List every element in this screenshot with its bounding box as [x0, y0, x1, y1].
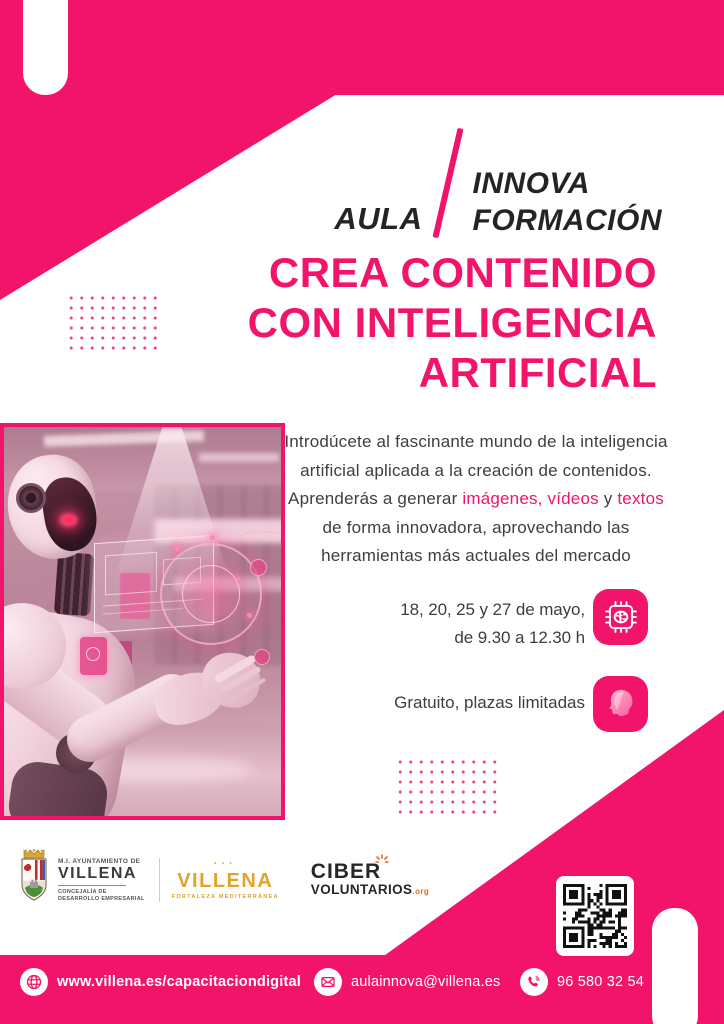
ayuntamiento-name-text: VILLENA	[58, 864, 137, 882]
footer-email-text: aulainnova@villena.es	[351, 974, 501, 990]
top-left-white-bar	[23, 0, 68, 95]
envelope-icon	[314, 968, 342, 996]
villena-brand-tagline: FORTALEZA MEDITERRÁNEA	[171, 894, 279, 900]
globe-icon	[20, 968, 48, 996]
logo-innova-text: INNOVA	[472, 167, 590, 200]
voluntarios-text: VOLUNTARIOS.org	[310, 882, 430, 897]
schedule-text	[400, 596, 585, 652]
intro-segment: y	[598, 489, 618, 508]
org-suffix: .org	[412, 887, 430, 896]
spark-icon	[375, 854, 389, 868]
phone-icon	[520, 968, 548, 996]
sponsor-divider	[159, 858, 160, 902]
head-profile-icon	[593, 676, 648, 732]
footer-phone-text: 96 580 32 54	[557, 974, 645, 990]
schedule-hours: de 9.30 a 12.30 h	[454, 628, 585, 647]
ai-chip-icon	[593, 589, 648, 645]
ciber-text: CIBER	[310, 860, 382, 883]
intro-highlight: vídeos	[547, 489, 599, 508]
villena-brand-logo	[172, 860, 279, 900]
footer-phone-link[interactable]	[520, 968, 644, 996]
logo-formacion-text: FORMACIÓN	[472, 204, 662, 237]
ayuntamiento-divider-line	[58, 885, 126, 886]
villena-brand-name: VILLENA	[177, 870, 274, 892]
ayuntamiento-dept-line1: CONCEJALÍA DE	[58, 888, 107, 895]
title-line-2: CON INTELIGENCIA	[247, 299, 657, 346]
cibervoluntarios-logo	[311, 861, 429, 899]
dot-grid-top	[66, 293, 162, 352]
ayuntamiento-villena-logo	[18, 848, 145, 912]
title-line-1: CREA CONTENIDO	[268, 249, 657, 296]
aula-innova-logo	[334, 127, 662, 239]
intro-segment: Introdúcete al fascinante mundo de la inteligencia artificial aplicada a la creación de contenidos. Aprenderás a generar	[284, 432, 668, 508]
intro-segment: de forma innovadora, aprovechando las herramientas más actuales del mercado	[321, 517, 631, 565]
qr-code	[556, 876, 634, 956]
ayuntamiento-pre-text: M.I. AYUNTAMIENTO DE	[58, 857, 141, 865]
intro-highlight: imágenes,	[462, 489, 543, 508]
footer-website-text: www.villena.es/capacitaciondigital	[57, 974, 301, 990]
page-title	[248, 248, 657, 398]
villena-coat-of-arms-icon	[18, 848, 50, 912]
logo-aula-text: AULA	[334, 201, 423, 236]
schedule-dates: 18, 20, 25 y 27 de mayo,	[400, 600, 585, 619]
robot-ai-image	[0, 423, 285, 820]
sponsor-logos	[18, 843, 429, 917]
intro-highlight: textos	[617, 489, 664, 508]
price-text: Gratuito, plazas limitadas	[394, 693, 585, 712]
footer-bar	[0, 955, 724, 1024]
title-line-3: ARTIFICIAL	[418, 349, 657, 396]
villena-brand-dots: ···	[213, 858, 237, 870]
footer-email-link[interactable]	[314, 968, 501, 996]
logo-slash-icon	[432, 128, 463, 238]
intro-paragraph	[280, 428, 672, 571]
dot-grid-bottom	[395, 757, 497, 815]
ayuntamiento-dept-line2: DESARROLLO EMPRESARIAL	[58, 895, 145, 902]
footer-website-link[interactable]	[20, 968, 301, 996]
